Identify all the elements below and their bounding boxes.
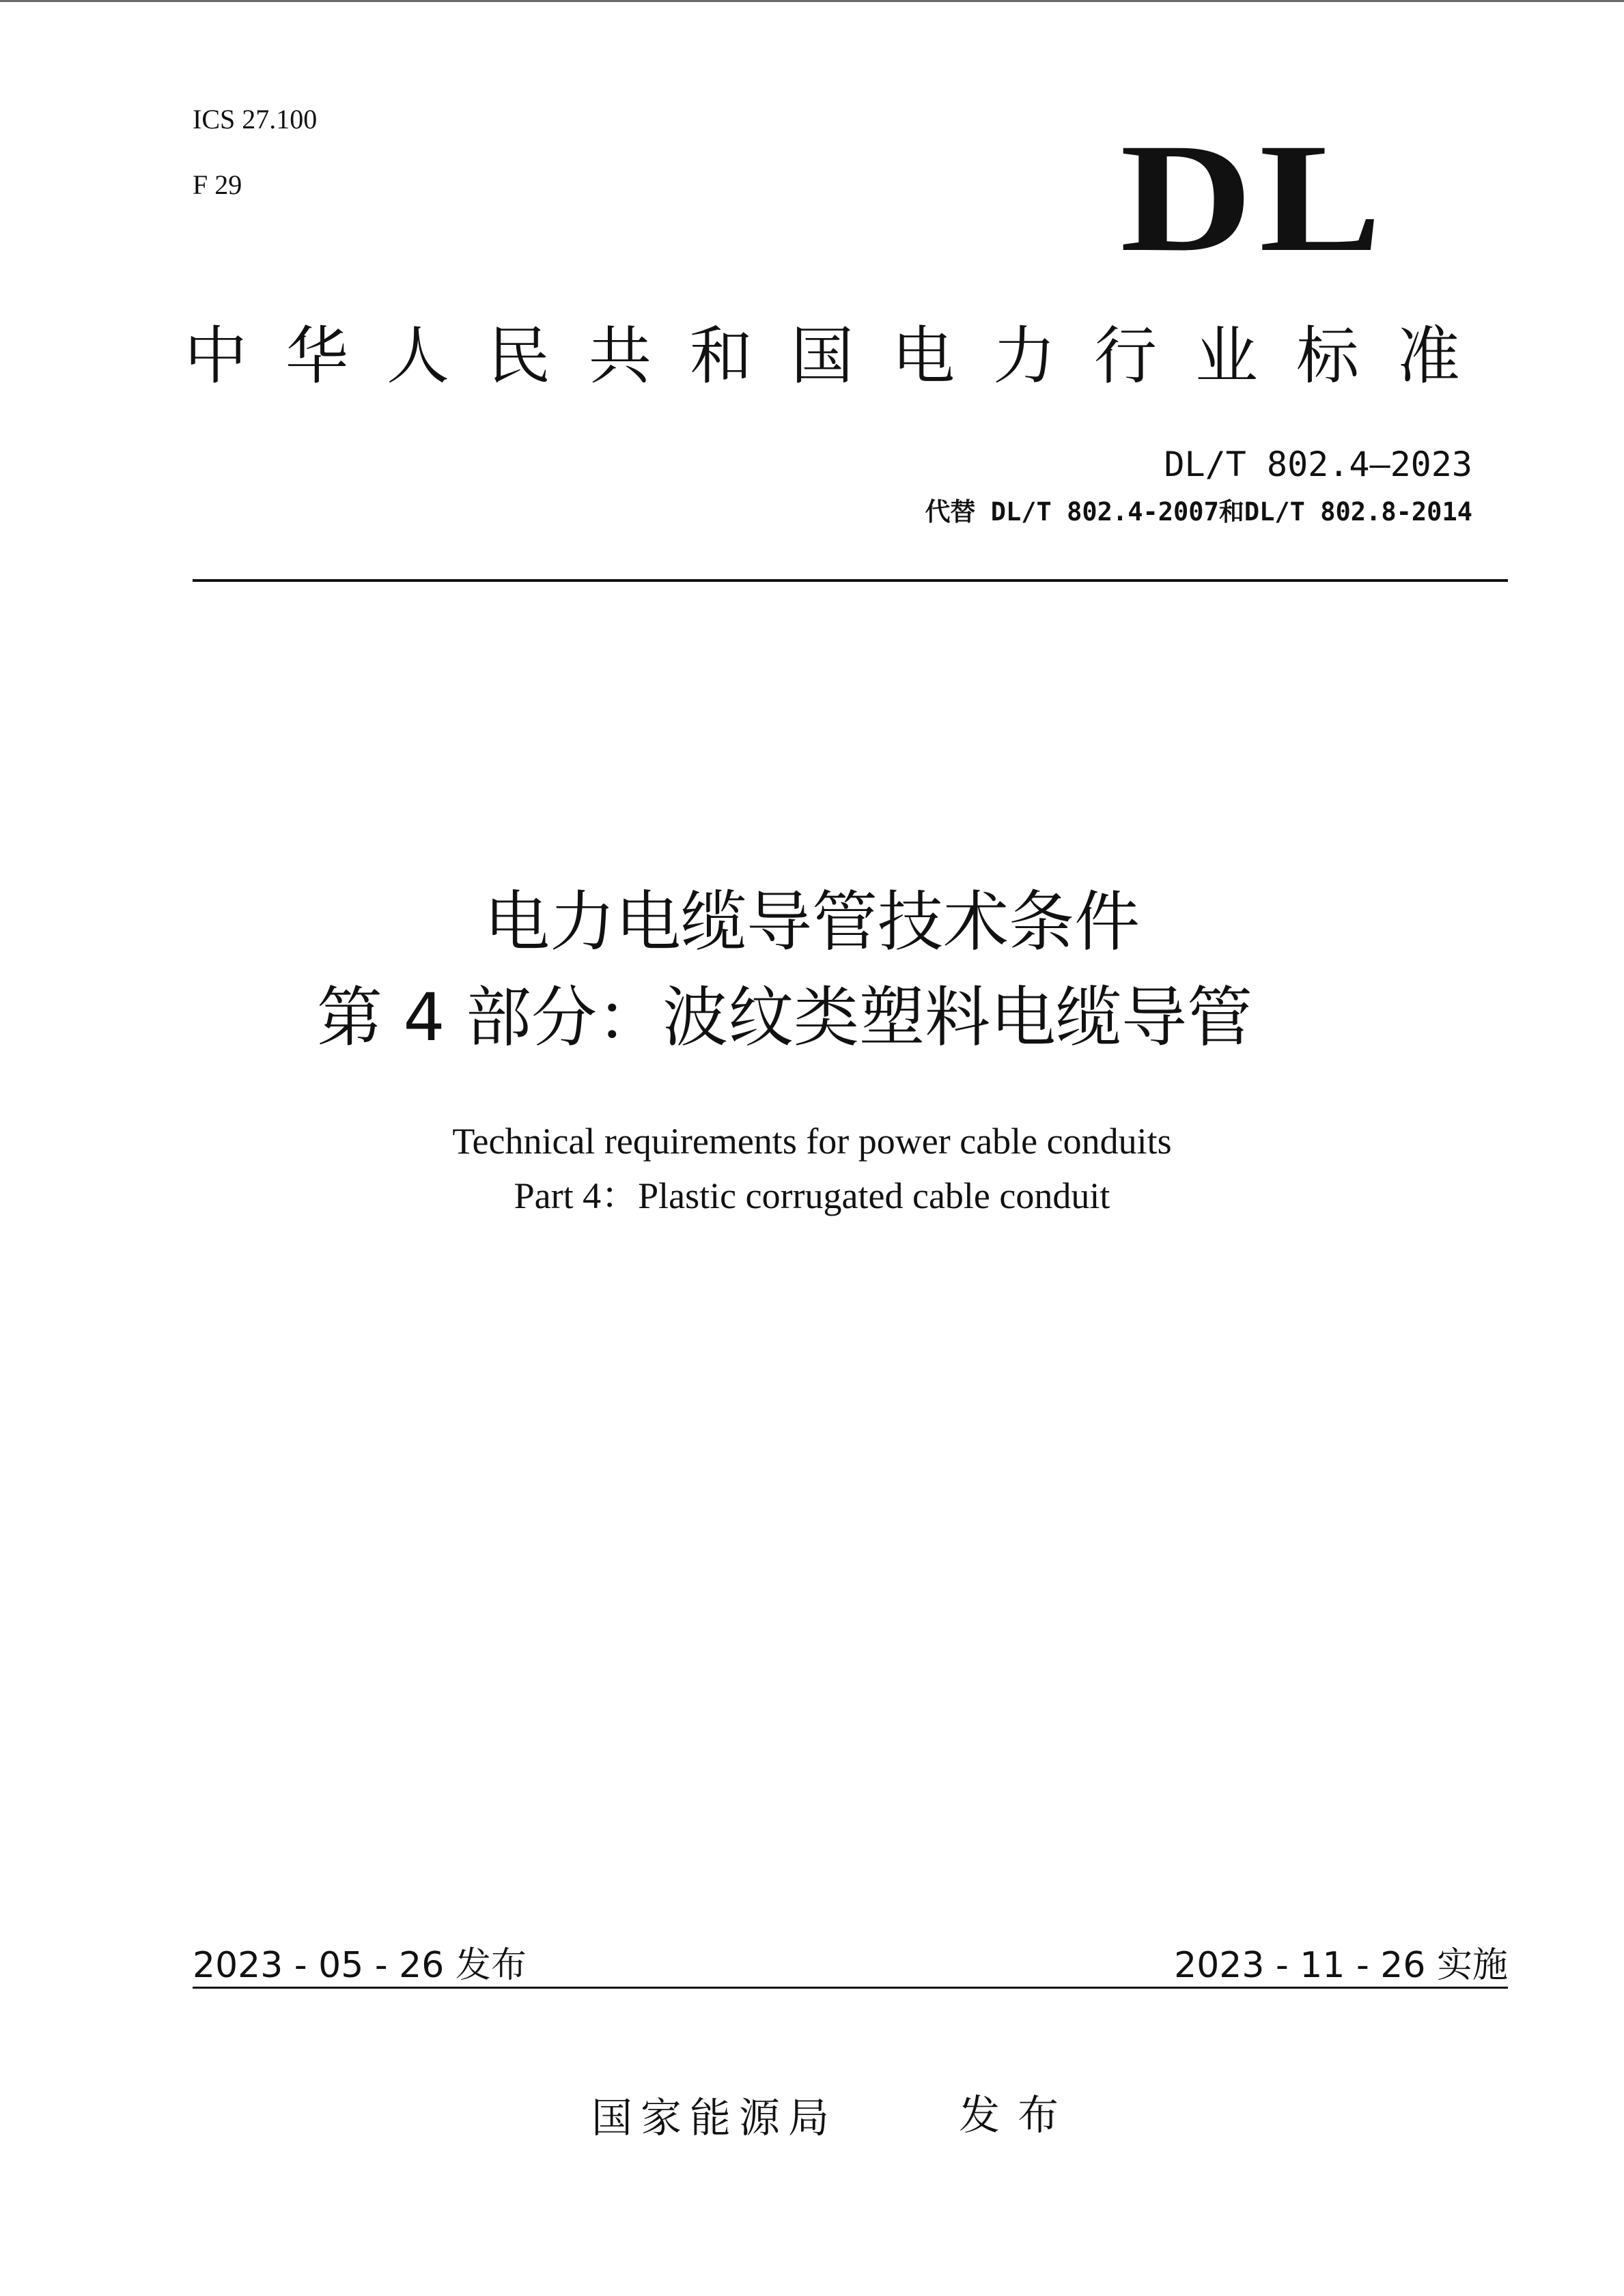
issue-label: 发布 [959,2092,1076,2140]
replaces-note: 代替 DL/T 802.4-2007和DL/T 802.8-2014 [925,497,1472,527]
chinese-title-line-2: 第 4 部分：波纹类塑料电缆导管 [316,979,1253,1056]
implementation-date: 2023 - 11 - 26 实施 [1174,1945,1508,1986]
chinese-title-line-1: 电力电缆导管技术条件 [484,884,1140,960]
english-title-line-2: Part 4：Plastic corrugated cable conduit [514,1175,1110,1216]
dl-logo: DL [1120,112,1388,284]
ccs-code: F 29 [193,169,242,200]
issuing-authority: 国家能源局 [591,2095,837,2142]
standard-code: DL/T 802.4—2023 [1164,445,1472,484]
ics-code: ICS 27.100 [193,104,318,135]
footer-divider [193,1987,1508,1989]
standard-category-title: 中华人民共和国电力行业标准 [184,320,1499,393]
header-divider [193,579,1508,582]
publish-date: 2023 - 05 - 26 发布 [193,1945,527,1986]
english-title-line-1: Technical requirements for power cable conduits [452,1121,1172,1162]
top-border-line [0,0,1624,2]
